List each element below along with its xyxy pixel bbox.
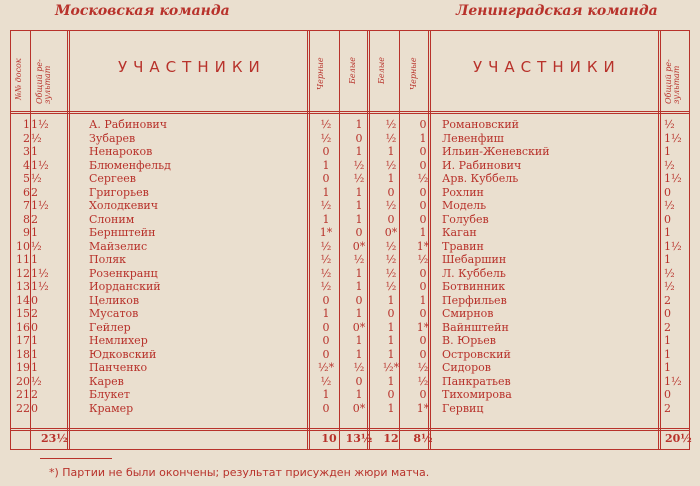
left-player: Поляк (89, 253, 127, 266)
right-player: Травин (442, 239, 484, 253)
left-black-score: ½ (320, 239, 332, 253)
left-black-score: 1 (322, 307, 330, 320)
left-player: Ненароков (89, 145, 153, 158)
right-player: Арв. Куббель (442, 172, 519, 185)
board-number: 20 (16, 374, 30, 388)
right-player: И. Рабинович (442, 158, 522, 172)
header-participants-left: УЧАСТНИКИ (118, 58, 266, 76)
right-total: ½ (664, 266, 675, 280)
team-left-title: Московская команда (55, 3, 230, 19)
board-number: 4 (23, 158, 30, 172)
table-row (10, 307, 690, 321)
left-black-score: 0 (322, 320, 330, 334)
right-total: 0 (664, 185, 671, 199)
left-player: Целиков (89, 293, 140, 307)
table-row (10, 186, 690, 200)
left-player: Немлихер (89, 334, 148, 347)
right-white-score: 0 (387, 307, 395, 320)
right-black-score: 1 (419, 293, 427, 307)
right-total: 2 (664, 401, 671, 415)
right-white-score: ½ (385, 253, 397, 266)
right-black-score: 0 (419, 334, 427, 347)
left-white-score: 1 (355, 307, 363, 320)
right-player: Островский (442, 347, 511, 361)
board-number: 17 (16, 334, 30, 347)
right-white-score: 1 (387, 334, 395, 347)
board-number: 18 (16, 347, 30, 361)
board-number: 6 (23, 185, 30, 199)
left-total: 1 (31, 253, 38, 266)
right-black-score: 0 (419, 145, 427, 158)
right-black-score: 0 (419, 388, 427, 401)
header-board-number: №№ досок (14, 58, 23, 100)
left-total: 1½ (31, 266, 49, 280)
table-row (10, 402, 690, 416)
right-white-score: 0* (384, 226, 398, 239)
right-white-score: 1 (387, 145, 395, 158)
table-row (10, 267, 690, 281)
left-total: 1 (31, 334, 38, 347)
left-total: 1 (31, 226, 38, 239)
left-white-score: 1 (355, 266, 363, 280)
table-row (10, 172, 690, 186)
left-black-score: ½ (320, 253, 332, 266)
right-total: 1 (664, 145, 671, 158)
right-total: 1 (664, 347, 671, 361)
header-total-left: Общий ре-зультат (35, 59, 52, 104)
left-white-score: 1 (355, 334, 363, 347)
board-number: 11 (16, 253, 30, 266)
table-row (10, 132, 690, 146)
left-black-score: ½* (317, 361, 335, 374)
board-number: 3 (23, 145, 30, 158)
left-player: Блюменфельд (89, 158, 171, 172)
left-black-score: 1 (322, 388, 330, 401)
left-total: 0 (31, 293, 38, 307)
board-number: 16 (16, 320, 30, 334)
right-black-score: ½ (417, 361, 429, 374)
left-white-score: ½ (353, 172, 365, 185)
left-player: Панченко (89, 361, 148, 374)
table-row (10, 280, 690, 294)
table-row (10, 253, 690, 267)
left-white-score: 1 (355, 145, 363, 158)
table-row (10, 118, 690, 132)
right-total: 0 (664, 388, 671, 401)
right-white-score: ½ (385, 280, 397, 293)
right-total: 1½ (664, 131, 682, 145)
left-black-score: ½ (320, 131, 332, 145)
left-total: 1½ (31, 199, 49, 212)
right-black-score: 0 (419, 118, 427, 131)
left-white-score: ½ (353, 361, 365, 374)
total-right: 20½ (665, 432, 692, 445)
right-white-score: ½ (385, 158, 397, 172)
left-player: Иорданский (89, 280, 161, 293)
right-white-score: 1 (387, 293, 395, 307)
right-white-score: ½ (385, 131, 397, 145)
left-white-score: 0* (352, 239, 366, 253)
left-black-score: 0 (322, 172, 330, 185)
right-white-score: 1 (387, 320, 395, 334)
left-black-score: ½ (320, 374, 332, 388)
right-total: 1 (664, 334, 671, 347)
left-black-score: 1 (322, 212, 330, 226)
left-player: Майзелис (89, 239, 148, 253)
left-player: Карев (89, 374, 124, 388)
left-white-score: 1 (355, 388, 363, 401)
right-white-score: ½ (385, 199, 397, 212)
right-white-score: ½ (385, 239, 397, 253)
board-number: 15 (16, 307, 30, 320)
left-player: Слоним (89, 212, 135, 226)
right-black-score: 1* (416, 401, 430, 415)
right-total: 1 (664, 253, 671, 266)
left-total: ½ (31, 131, 42, 145)
left-white-score: ½ (353, 158, 365, 172)
left-total: ½ (31, 239, 42, 253)
right-player: Шебаршин (442, 253, 507, 266)
right-black-score: ½ (417, 172, 429, 185)
right-total: ½ (664, 118, 675, 131)
right-black-score: 0 (419, 185, 427, 199)
table-row (10, 294, 690, 308)
board-number: 14 (16, 293, 30, 307)
right-player: Модель (442, 199, 487, 212)
header-black-left: Черные (316, 57, 325, 90)
header-black-right: Черные (409, 57, 418, 90)
right-player: Ботвинник (442, 280, 506, 293)
left-player: Холодкевич (89, 199, 159, 212)
left-white-score: ½ (353, 253, 365, 266)
table-row (10, 375, 690, 389)
right-black-score: ½ (417, 253, 429, 266)
left-player: Григорьев (89, 185, 149, 199)
board-number: 1 (23, 118, 30, 131)
left-black-score: 1* (319, 226, 333, 239)
left-black-score: 0 (322, 334, 330, 347)
left-black-score: ½ (320, 118, 332, 131)
left-total: 0 (31, 401, 38, 415)
left-black-score: 0 (322, 347, 330, 361)
table-row (10, 240, 690, 254)
right-black-score: 0 (419, 307, 427, 320)
right-black-score: 0 (419, 347, 427, 361)
right-black-score: 1 (419, 226, 427, 239)
right-white-score: 1 (387, 374, 395, 388)
right-black-score: 1* (416, 239, 430, 253)
left-total: 2 (31, 212, 38, 226)
right-total: 0 (664, 307, 671, 320)
right-total: 1½ (664, 172, 682, 185)
right-white-score: ½ (385, 266, 397, 280)
table-row (10, 226, 690, 240)
table-row (10, 388, 690, 402)
left-white-score: 1 (355, 118, 363, 131)
board-number: 5 (23, 172, 30, 185)
left-white-score: 0 (355, 374, 363, 388)
table-row (10, 159, 690, 173)
left-player: Зубарев (89, 131, 136, 145)
left-total: 1½ (31, 158, 49, 172)
right-player: Вайнштейн (442, 320, 509, 334)
left-black-score: ½ (320, 199, 332, 212)
right-player: Сидоров (442, 361, 492, 374)
totals-row (10, 431, 690, 447)
left-white-score: 1 (355, 199, 363, 212)
left-black-score: ½ (320, 266, 332, 280)
total-left: 23½ (41, 432, 68, 445)
left-white-score: 1 (355, 347, 363, 361)
total-black-right: 8½ (413, 432, 433, 445)
right-player: Л. Куббель (442, 266, 506, 280)
header-total-right: Общий ре-зультат (664, 59, 681, 104)
left-player: Юдковский (89, 347, 157, 361)
board-number: 19 (16, 361, 30, 374)
right-player: Романовский (442, 118, 519, 131)
left-player: Розенкранц (89, 266, 158, 280)
board-number: 9 (23, 226, 30, 239)
right-black-score: 0 (419, 280, 427, 293)
board-number: 22 (16, 401, 30, 415)
board-number: 12 (16, 266, 30, 280)
left-player: Крамер (89, 401, 134, 415)
right-total: 1 (664, 226, 671, 239)
table-row (10, 334, 690, 348)
left-white-score: 0* (352, 320, 366, 334)
left-black-score: 0 (322, 145, 330, 158)
table-row (10, 213, 690, 227)
right-total: 1½ (664, 374, 682, 388)
total-black-left: 10 (321, 432, 337, 445)
right-white-score: ½* (382, 361, 400, 374)
right-player: Ильин-Женевский (442, 145, 550, 158)
right-player: Голубев (442, 212, 489, 226)
right-black-score: ½ (417, 374, 429, 388)
left-player: Блукет (89, 388, 131, 401)
left-white-score: 0* (352, 401, 366, 415)
right-white-score: 0 (387, 185, 395, 199)
right-black-score: 0 (419, 212, 427, 226)
left-player: Гейлер (89, 320, 131, 334)
right-white-score: 1 (387, 347, 395, 361)
left-total: ½ (31, 374, 42, 388)
left-white-score: 0 (355, 293, 363, 307)
right-white-score: ½ (385, 118, 397, 131)
right-total: 1½ (664, 239, 682, 253)
board-number: 10 (16, 239, 30, 253)
left-total: 0 (31, 320, 38, 334)
left-player: Бернштейн (89, 226, 156, 239)
right-white-score: 0 (387, 212, 395, 226)
left-black-score: 0 (322, 401, 330, 415)
left-white-score: 0 (355, 131, 363, 145)
board-number: 7 (23, 199, 30, 212)
table-row (10, 321, 690, 335)
right-player: Левенфиш (442, 131, 504, 145)
left-total: 2 (31, 185, 38, 199)
total-white-right: 12 (383, 432, 399, 445)
left-player: Сергеев (89, 172, 136, 185)
left-black-score: 0 (322, 293, 330, 307)
table-row (10, 199, 690, 213)
left-total: 1 (31, 361, 38, 374)
right-white-score: 1 (387, 172, 395, 185)
board-number: 2 (23, 131, 30, 145)
footnote: *) Партии не были окончены; результат присужден жюри матча. (49, 466, 430, 479)
left-white-score: 0 (355, 226, 363, 239)
right-total: ½ (664, 199, 675, 212)
left-total: 1 (31, 347, 38, 361)
right-black-score: 1* (416, 320, 430, 334)
header-participants-right: УЧАСТНИКИ (473, 58, 621, 76)
right-white-score: 1 (387, 401, 395, 415)
right-player: Перфильев (442, 293, 507, 307)
footnote-rule (40, 458, 112, 459)
left-black-score: ½ (320, 280, 332, 293)
board-number: 13 (16, 280, 30, 293)
right-black-score: 0 (419, 266, 427, 280)
right-total: ½ (664, 280, 675, 293)
total-white-left: 13½ (345, 432, 373, 445)
left-black-score: 1 (322, 185, 330, 199)
right-total: 2 (664, 293, 671, 307)
left-total: 2 (31, 388, 38, 401)
left-player: А. Рабинович (89, 118, 167, 131)
right-black-score: 0 (419, 199, 427, 212)
left-black-score: 1 (322, 158, 330, 172)
right-player: Рохлин (442, 185, 484, 199)
left-total: 1 (31, 145, 38, 158)
right-player: Каган (442, 226, 477, 239)
board-number: 8 (23, 212, 30, 226)
left-white-score: 1 (355, 212, 363, 226)
right-total: ½ (664, 158, 675, 172)
left-total: 1½ (31, 118, 49, 131)
right-total: 0 (664, 212, 671, 226)
header-white-right: Белые (377, 57, 386, 84)
right-black-score: 1 (419, 131, 427, 145)
table-row (10, 361, 690, 375)
left-white-score: 1 (355, 185, 363, 199)
left-player: Мусатов (89, 307, 139, 320)
left-total: ½ (31, 172, 42, 185)
right-player: Смирнов (442, 307, 494, 320)
right-player: Гервиц (442, 401, 484, 415)
right-player: Тихомирова (442, 388, 512, 401)
right-black-score: 0 (419, 158, 427, 172)
right-total: 1 (664, 361, 671, 374)
right-total: 2 (664, 320, 671, 334)
table-row (10, 348, 690, 362)
board-number: 21 (16, 388, 30, 401)
right-white-score: 0 (387, 388, 395, 401)
left-total: 2 (31, 307, 38, 320)
right-player: В. Юрьев (442, 334, 496, 347)
left-white-score: 1 (355, 280, 363, 293)
header-white-left: Белые (348, 57, 357, 84)
team-right-title: Ленинградская команда (456, 3, 658, 19)
right-player: Панкратьев (442, 374, 511, 388)
header-divider (10, 111, 690, 114)
table-row (10, 145, 690, 159)
left-total: 1½ (31, 280, 49, 293)
